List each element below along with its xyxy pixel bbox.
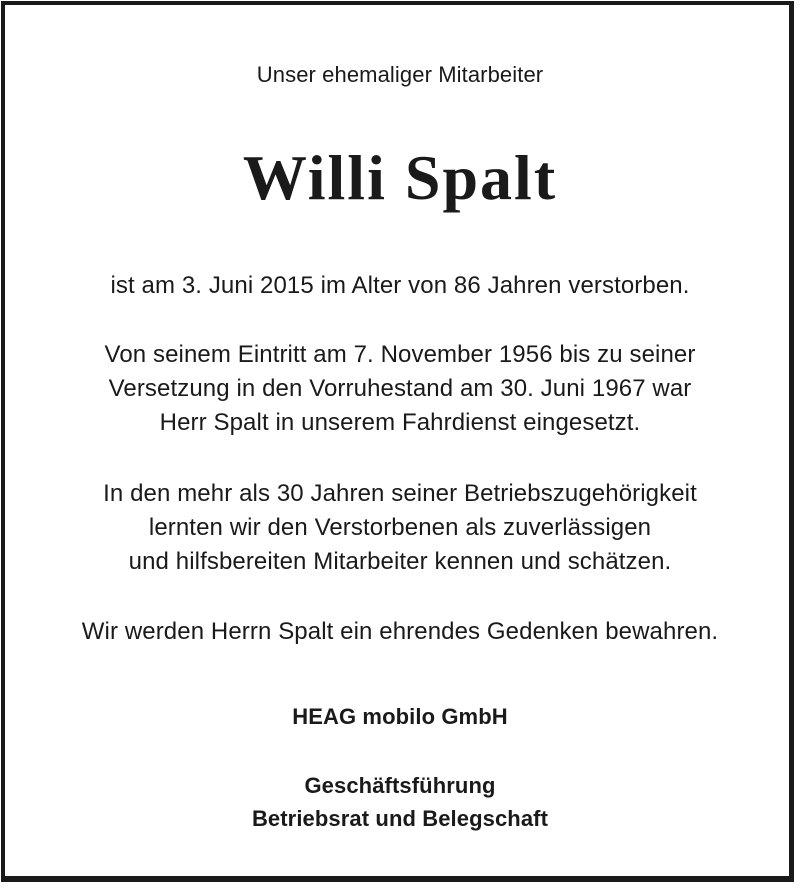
deceased-name: Willi Spalt — [242, 142, 558, 213]
tribute-line-1: In den mehr als 30 Jahren seiner Betriebszugehörigkeit — [103, 480, 697, 507]
death-announcement: ist am 3. Juni 2015 im Alter von 86 Jahren verstorben. — [110, 272, 690, 299]
intro-text: Unser ehemaliger Mitarbeiter — [256, 62, 544, 87]
service-line-1: Von seinem Eintritt am 7. November 1956 bis zu seiner — [104, 341, 696, 368]
tribute-line-3: und hilfsbereiten Mitarbeiter kennen und schätzen. — [128, 548, 672, 575]
service-line-3: Herr Spalt in unserem Fahrdienst eingesetzt. — [159, 409, 641, 436]
signatory-works-council: Betriebsrat und Belegschaft — [251, 806, 549, 831]
notice-border — [1, 1, 794, 882]
service-line-2: Versetzung in den Vorruhestand am 30. Juni 1967 war — [108, 375, 692, 402]
tribute-line-2: lernten wir den Verstorbenen als zuverlässigen — [148, 514, 652, 541]
signatory-management: Geschäftsführung — [304, 773, 496, 798]
remembrance-text: Wir werden Herrn Spalt ein ehrendes Gedenken bewahren. — [81, 618, 719, 645]
company-name: HEAG mobilo GmbH — [292, 704, 508, 729]
